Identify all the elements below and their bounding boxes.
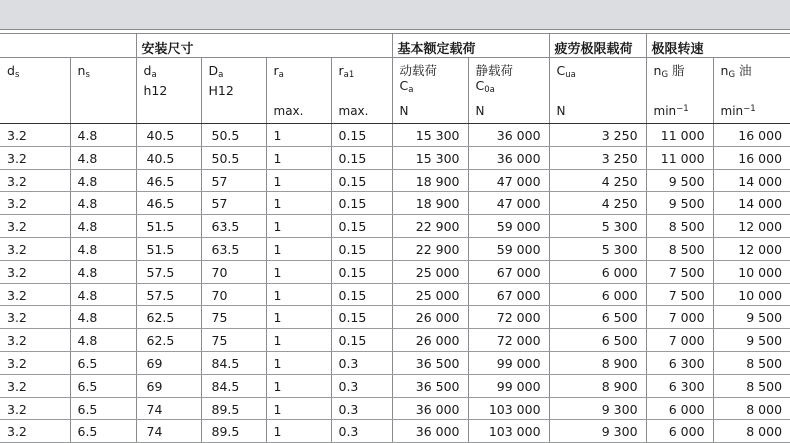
cell-ra1: 0.15: [331, 329, 392, 352]
cell-Cua: 5 300: [549, 215, 646, 238]
cell-Da: 57: [201, 169, 266, 192]
cell-nG-oil: 10 000: [713, 283, 790, 306]
cell-Cua: 6 000: [549, 283, 646, 306]
cell-ra: 1: [266, 146, 331, 169]
col-header-Da: $D_a$ H12: [201, 58, 266, 124]
cell-ra1: 0.15: [331, 260, 392, 283]
cell-Ca: 36 500: [392, 374, 468, 397]
cell-ra: 1: [266, 124, 331, 147]
cell-Ca: 22 900: [392, 237, 468, 260]
cell-Ca: 36 500: [392, 351, 468, 374]
group-header-basic-load: 基本额定载荷: [392, 34, 549, 58]
cell-nG-grease: 6 000: [646, 420, 713, 443]
cell-Cua: 4 250: [549, 169, 646, 192]
cell-ra1: 0.15: [331, 283, 392, 306]
col-header-Cua: $C_{ua}$ N: [549, 58, 646, 124]
cell-ra: 1: [266, 169, 331, 192]
cell-Da: 84.5: [201, 351, 266, 374]
cell-ds: 3.2: [0, 329, 70, 352]
cell-Ca: 25 000: [392, 283, 468, 306]
table-row: [0, 215, 790, 238]
col-header-nG-grease: $n_G$ 脂 $\min^{-1}$: [646, 58, 713, 124]
group-header-row: [0, 34, 790, 58]
cell-ds: 3.2: [0, 146, 70, 169]
cell-Ca: 25 000: [392, 260, 468, 283]
col-header-ra1: $r_{a1}$ max.: [331, 58, 392, 124]
cell-Cua: 3 250: [549, 124, 646, 147]
table-row: [0, 374, 790, 397]
table-row: [0, 146, 790, 169]
cell-C0a: 59 000: [468, 215, 549, 238]
col-header-nG-oil: $n_G$ 油 $\min^{-1}$: [713, 58, 790, 124]
cell-Cua: 3 250: [549, 146, 646, 169]
header-band: [0, 0, 790, 30]
cell-nG-grease: 7 500: [646, 260, 713, 283]
cell-ra1: 0.15: [331, 237, 392, 260]
bearing-dimension-table: [0, 33, 790, 443]
col-header-C0a: 静载荷 $C_{0a}$ N: [468, 58, 549, 124]
cell-ds: 3.2: [0, 283, 70, 306]
column-header-row: [0, 58, 790, 124]
group-header-blank: [70, 34, 136, 58]
table-row: [0, 283, 790, 306]
cell-Ca: 26 000: [392, 329, 468, 352]
cell-C0a: 47 000: [468, 169, 549, 192]
cell-Da: 84.5: [201, 374, 266, 397]
cell-C0a: 36 000: [468, 146, 549, 169]
cell-ra: 1: [266, 260, 331, 283]
cell-ds: 3.2: [0, 374, 70, 397]
cell-da: 40.5: [136, 124, 201, 147]
cell-ns: 4.8: [70, 260, 136, 283]
cell-Cua: 9 300: [549, 420, 646, 443]
cell-da: 46.5: [136, 192, 201, 215]
cell-ra: 1: [266, 397, 331, 420]
cell-da: 74: [136, 420, 201, 443]
cell-Da: 89.5: [201, 397, 266, 420]
cell-ra1: 0.15: [331, 306, 392, 329]
cell-ds: 3.2: [0, 397, 70, 420]
cell-Da: 89.5: [201, 420, 266, 443]
cell-ra: 1: [266, 351, 331, 374]
cell-nG-grease: 8 500: [646, 237, 713, 260]
cell-ra1: 0.15: [331, 215, 392, 238]
table-row: [0, 124, 790, 147]
table-body: [0, 124, 790, 443]
table-row: [0, 306, 790, 329]
cell-Da: 63.5: [201, 215, 266, 238]
cell-ds: 3.2: [0, 169, 70, 192]
table-row: [0, 260, 790, 283]
cell-nG-oil: 14 000: [713, 192, 790, 215]
cell-Ca: 26 000: [392, 306, 468, 329]
cell-Ca: 36 000: [392, 397, 468, 420]
cell-ns: 4.8: [70, 146, 136, 169]
col-header-ns: $n_s$: [70, 58, 136, 124]
cell-Da: 57: [201, 192, 266, 215]
table-row: [0, 169, 790, 192]
cell-da: 62.5: [136, 329, 201, 352]
col-header-da: $d_a$ h12: [136, 58, 201, 124]
cell-ns: 4.8: [70, 306, 136, 329]
cell-C0a: 59 000: [468, 237, 549, 260]
group-header-install: 安装尺寸: [136, 34, 392, 58]
cell-ns: 6.5: [70, 420, 136, 443]
cell-nG-grease: 8 500: [646, 215, 713, 238]
cell-ra1: 0.15: [331, 124, 392, 147]
cell-da: 57.5: [136, 283, 201, 306]
cell-ra1: 0.3: [331, 397, 392, 420]
cell-Da: 50.5: [201, 146, 266, 169]
cell-C0a: 36 000: [468, 124, 549, 147]
cell-C0a: 47 000: [468, 192, 549, 215]
group-header-fatigue-load: 疲劳极限载荷: [549, 34, 646, 58]
cell-ns: 4.8: [70, 215, 136, 238]
cell-da: 69: [136, 351, 201, 374]
cell-nG-oil: 12 000: [713, 215, 790, 238]
cell-Cua: 6 000: [549, 260, 646, 283]
cell-Cua: 6 500: [549, 306, 646, 329]
cell-ra1: 0.3: [331, 420, 392, 443]
col-header-ra: $r_a$ max.: [266, 58, 331, 124]
cell-nG-grease: 7 000: [646, 306, 713, 329]
group-header-blank: [0, 34, 70, 58]
cell-Cua: 6 500: [549, 329, 646, 352]
cell-ra1: 0.15: [331, 192, 392, 215]
cell-nG-oil: 8 500: [713, 374, 790, 397]
cell-nG-oil: 9 500: [713, 329, 790, 352]
cell-Cua: 4 250: [549, 192, 646, 215]
cell-Cua: 8 900: [549, 374, 646, 397]
cell-ds: 3.2: [0, 215, 70, 238]
cell-ds: 3.2: [0, 124, 70, 147]
cell-da: 40.5: [136, 146, 201, 169]
cell-C0a: 103 000: [468, 397, 549, 420]
cell-Da: 70: [201, 260, 266, 283]
cell-nG-oil: 8 000: [713, 397, 790, 420]
cell-nG-grease: 11 000: [646, 146, 713, 169]
cell-ra: 1: [266, 215, 331, 238]
cell-Ca: 15 300: [392, 124, 468, 147]
cell-ra1: 0.3: [331, 351, 392, 374]
cell-C0a: 99 000: [468, 351, 549, 374]
cell-Cua: 5 300: [549, 237, 646, 260]
cell-ra: 1: [266, 329, 331, 352]
cell-da: 46.5: [136, 169, 201, 192]
cell-Da: 63.5: [201, 237, 266, 260]
cell-ns: 4.8: [70, 237, 136, 260]
cell-ra: 1: [266, 192, 331, 215]
cell-ds: 3.2: [0, 260, 70, 283]
cell-Ca: 36 000: [392, 420, 468, 443]
cell-ra: 1: [266, 283, 331, 306]
cell-ds: 3.2: [0, 306, 70, 329]
cell-nG-grease: 9 500: [646, 192, 713, 215]
cell-da: 69: [136, 374, 201, 397]
cell-ds: 3.2: [0, 192, 70, 215]
cell-C0a: 72 000: [468, 306, 549, 329]
group-header-limit-speed: 极限转速: [646, 34, 790, 58]
cell-ra: 1: [266, 237, 331, 260]
cell-Ca: 22 900: [392, 215, 468, 238]
table-row: [0, 351, 790, 374]
cell-Da: 75: [201, 306, 266, 329]
cell-Cua: 8 900: [549, 351, 646, 374]
cell-nG-oil: 16 000: [713, 124, 790, 147]
cell-ds: 3.2: [0, 420, 70, 443]
cell-ns: 6.5: [70, 374, 136, 397]
cell-ns: 4.8: [70, 192, 136, 215]
cell-ds: 3.2: [0, 237, 70, 260]
cell-Da: 75: [201, 329, 266, 352]
cell-Ca: 15 300: [392, 146, 468, 169]
table-row: [0, 420, 790, 443]
cell-nG-oil: 8 000: [713, 420, 790, 443]
cell-nG-grease: 6 300: [646, 374, 713, 397]
cell-Ca: 18 900: [392, 169, 468, 192]
cell-nG-oil: 9 500: [713, 306, 790, 329]
cell-Da: 70: [201, 283, 266, 306]
cell-nG-grease: 9 500: [646, 169, 713, 192]
cell-da: 51.5: [136, 237, 201, 260]
cell-da: 62.5: [136, 306, 201, 329]
cell-nG-grease: 7 500: [646, 283, 713, 306]
cell-ns: 4.8: [70, 283, 136, 306]
cell-nG-grease: 6 300: [646, 351, 713, 374]
cell-da: 57.5: [136, 260, 201, 283]
cell-nG-grease: 7 000: [646, 329, 713, 352]
cell-Ca: 18 900: [392, 192, 468, 215]
cell-Da: 50.5: [201, 124, 266, 147]
cell-ra1: 0.15: [331, 146, 392, 169]
cell-nG-grease: 6 000: [646, 397, 713, 420]
col-header-ds: $d_s$: [0, 58, 70, 124]
cell-nG-grease: 11 000: [646, 124, 713, 147]
cell-ds: 3.2: [0, 351, 70, 374]
cell-nG-oil: 10 000: [713, 260, 790, 283]
cell-nG-oil: 12 000: [713, 237, 790, 260]
cell-Cua: 9 300: [549, 397, 646, 420]
col-header-Ca: 动载荷 $C_a$ N: [392, 58, 468, 124]
cell-C0a: 67 000: [468, 283, 549, 306]
cell-nG-oil: 14 000: [713, 169, 790, 192]
cell-ns: 4.8: [70, 124, 136, 147]
cell-ra: 1: [266, 420, 331, 443]
cell-da: 74: [136, 397, 201, 420]
table-row: [0, 397, 790, 420]
cell-ns: 6.5: [70, 397, 136, 420]
cell-ns: 4.8: [70, 329, 136, 352]
cell-nG-oil: 16 000: [713, 146, 790, 169]
cell-nG-oil: 8 500: [713, 351, 790, 374]
cell-ra: 1: [266, 374, 331, 397]
cell-ra1: 0.3: [331, 374, 392, 397]
cell-da: 51.5: [136, 215, 201, 238]
cell-C0a: 103 000: [468, 420, 549, 443]
table-row: [0, 329, 790, 352]
cell-ns: 4.8: [70, 169, 136, 192]
cell-ra1: 0.15: [331, 169, 392, 192]
cell-ra: 1: [266, 306, 331, 329]
table-row: [0, 237, 790, 260]
table-row: [0, 192, 790, 215]
cell-C0a: 99 000: [468, 374, 549, 397]
cell-ns: 6.5: [70, 351, 136, 374]
cell-C0a: 72 000: [468, 329, 549, 352]
cell-C0a: 67 000: [468, 260, 549, 283]
